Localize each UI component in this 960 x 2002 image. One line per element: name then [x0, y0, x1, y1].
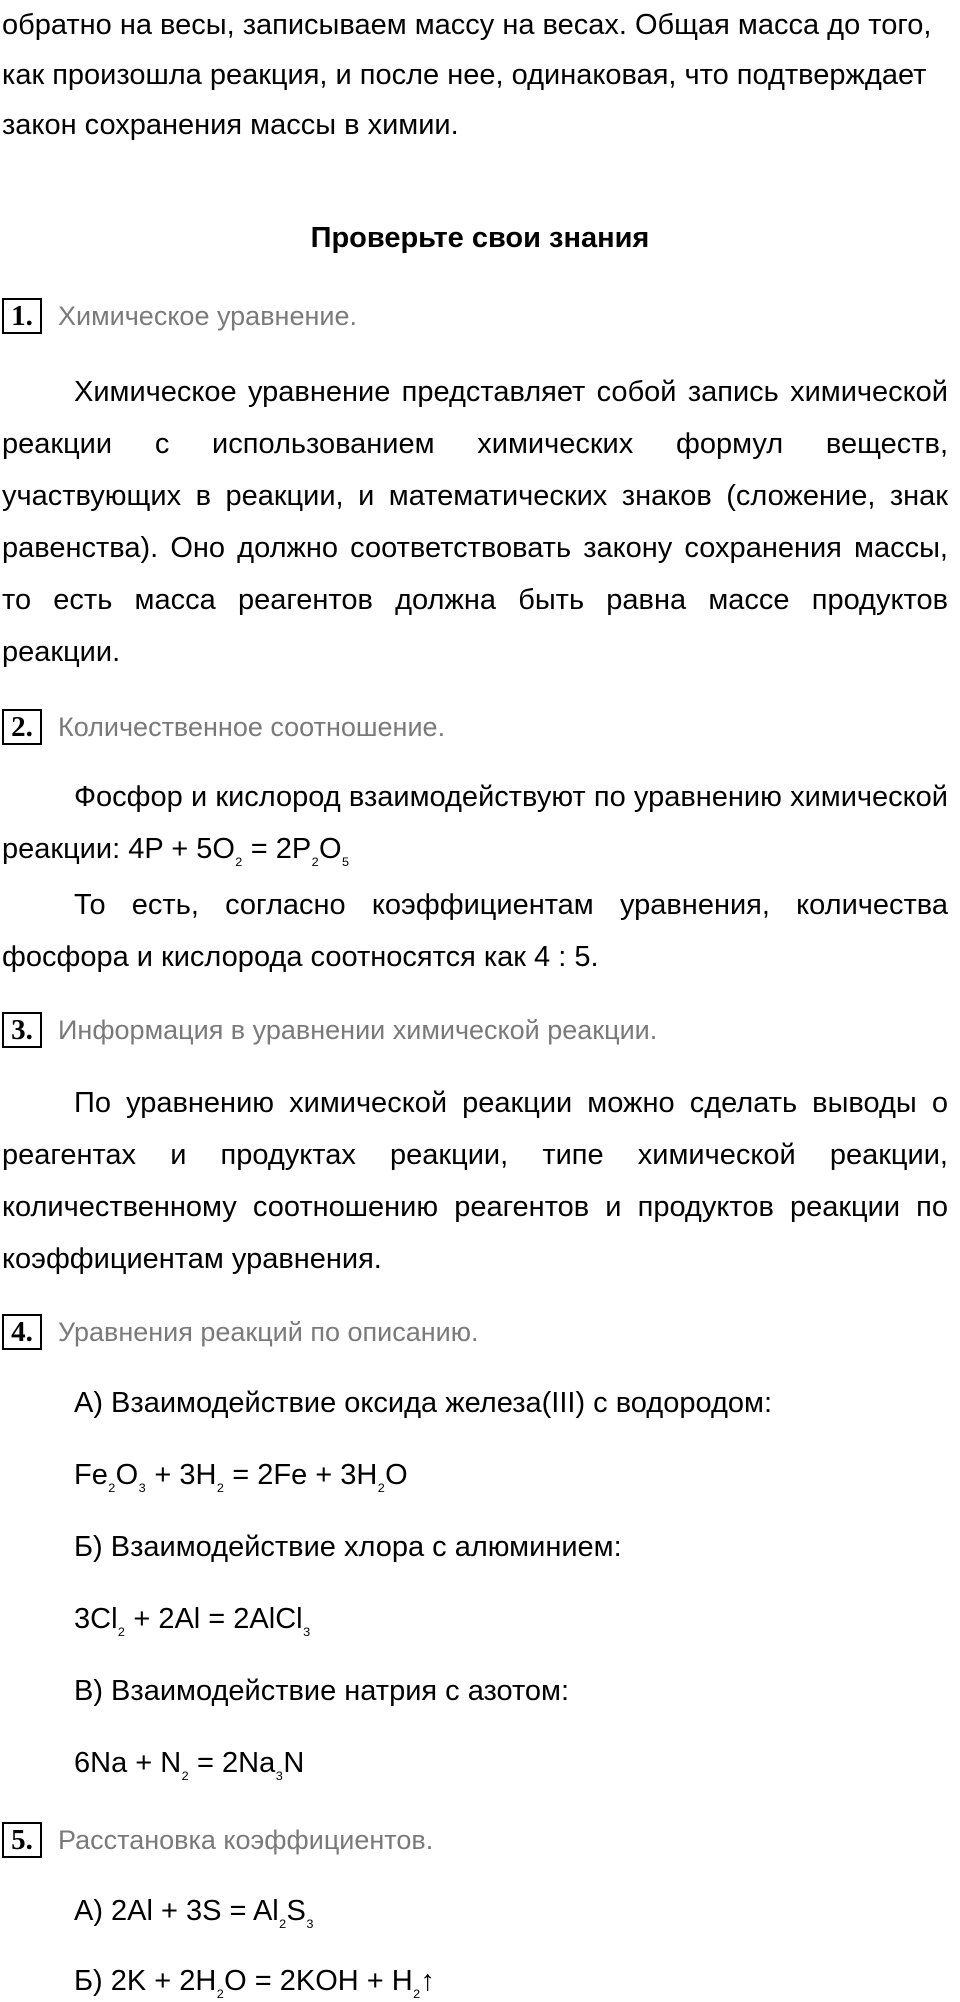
question-number-4: 4.: [2, 1314, 42, 1350]
reaction-b-description: Б) Взаимодействие хлора с алюминием:: [74, 1531, 622, 1563]
question-1-answer: Химическое уравнение представляет собой запись химической реакции с использованием химических формул веществ, участвующих в реакции, и математических знаков (сложение, знак равенства). Оно должно соответствовать закону сохранения массы, то есть масса реагентов должна быть равна массе продуктов реакции.: [2, 376, 948, 668]
question-title-5: Расстановка коэффициентов.: [58, 1825, 434, 1855]
question-number-5: 5.: [2, 1822, 42, 1858]
question-number-1: 1.: [2, 298, 42, 334]
question-2-answer-text: Фосфор и кислород взаимодействуют по уравнению химической реакции:: [2, 781, 948, 865]
question-number-3: 3.: [2, 1012, 42, 1048]
question-2-answer: [2, 771, 948, 875]
reaction-b-equation: $3Cl_{_2} + 2Al$ = 2AlCl$_{_3}$: [74, 1603, 311, 1639]
section-heading: Проверьте свои знания: [310, 222, 650, 254]
reaction-a-description: А) Взаимодействие оксида железа(III) с водородом:: [74, 1387, 773, 1419]
question-title-2: Количественное соотношение.: [58, 712, 446, 742]
coefficients-b-equation: Б) $2K + 2H_{_2}O = 2KOH$ + $H_{_2}↑$: [74, 1965, 435, 2001]
question-title-3: Информация в уравнении химической реакции.: [58, 1015, 658, 1045]
intro-paragraph: обратно на весы, записываем массу на весах. Общая масса до того, как произошла реакция, и после нее, одинаковая, что подтверждает закон сохранения массы в химии.: [2, 9, 932, 141]
question-title-4: Уравнения реакций по описанию.: [58, 1317, 479, 1347]
reaction-c-description: В) Взаимодействие натрия с азотом:: [74, 1675, 570, 1707]
question-3-answer: По уравнению химической реакции можно сделать выводы о реагентах и продуктах реакции, типе химической реакции, количественному соотношению реагентов и продуктов реакции по коэффициентам уравнения.: [2, 1087, 948, 1275]
question-2-ratio: То есть, согласно коэффициентам уравнения, количества фосфора и кислорода соотносятся как 4 : 5.: [2, 889, 948, 973]
reaction-a-equation: $Fe_{_2}O_{_3} + 3H_{_2} = 2Fe + 3H_{_2}O$: [74, 1459, 408, 1495]
question-title-1: Химическое уравнение.: [58, 301, 357, 331]
reaction-c-equation: $6Na + N_{_2} = 2Na_{_3}N$: [74, 1747, 305, 1783]
question-number-2: 2.: [2, 709, 42, 745]
equation-4p-5o2: $4P + 5O_{_2} = 2P_{_2}O_{_5}$: [128, 833, 350, 869]
coefficients-a-equation: А) $2Al + 3S = Al_{_2}S_{_3}$: [74, 1895, 314, 1931]
